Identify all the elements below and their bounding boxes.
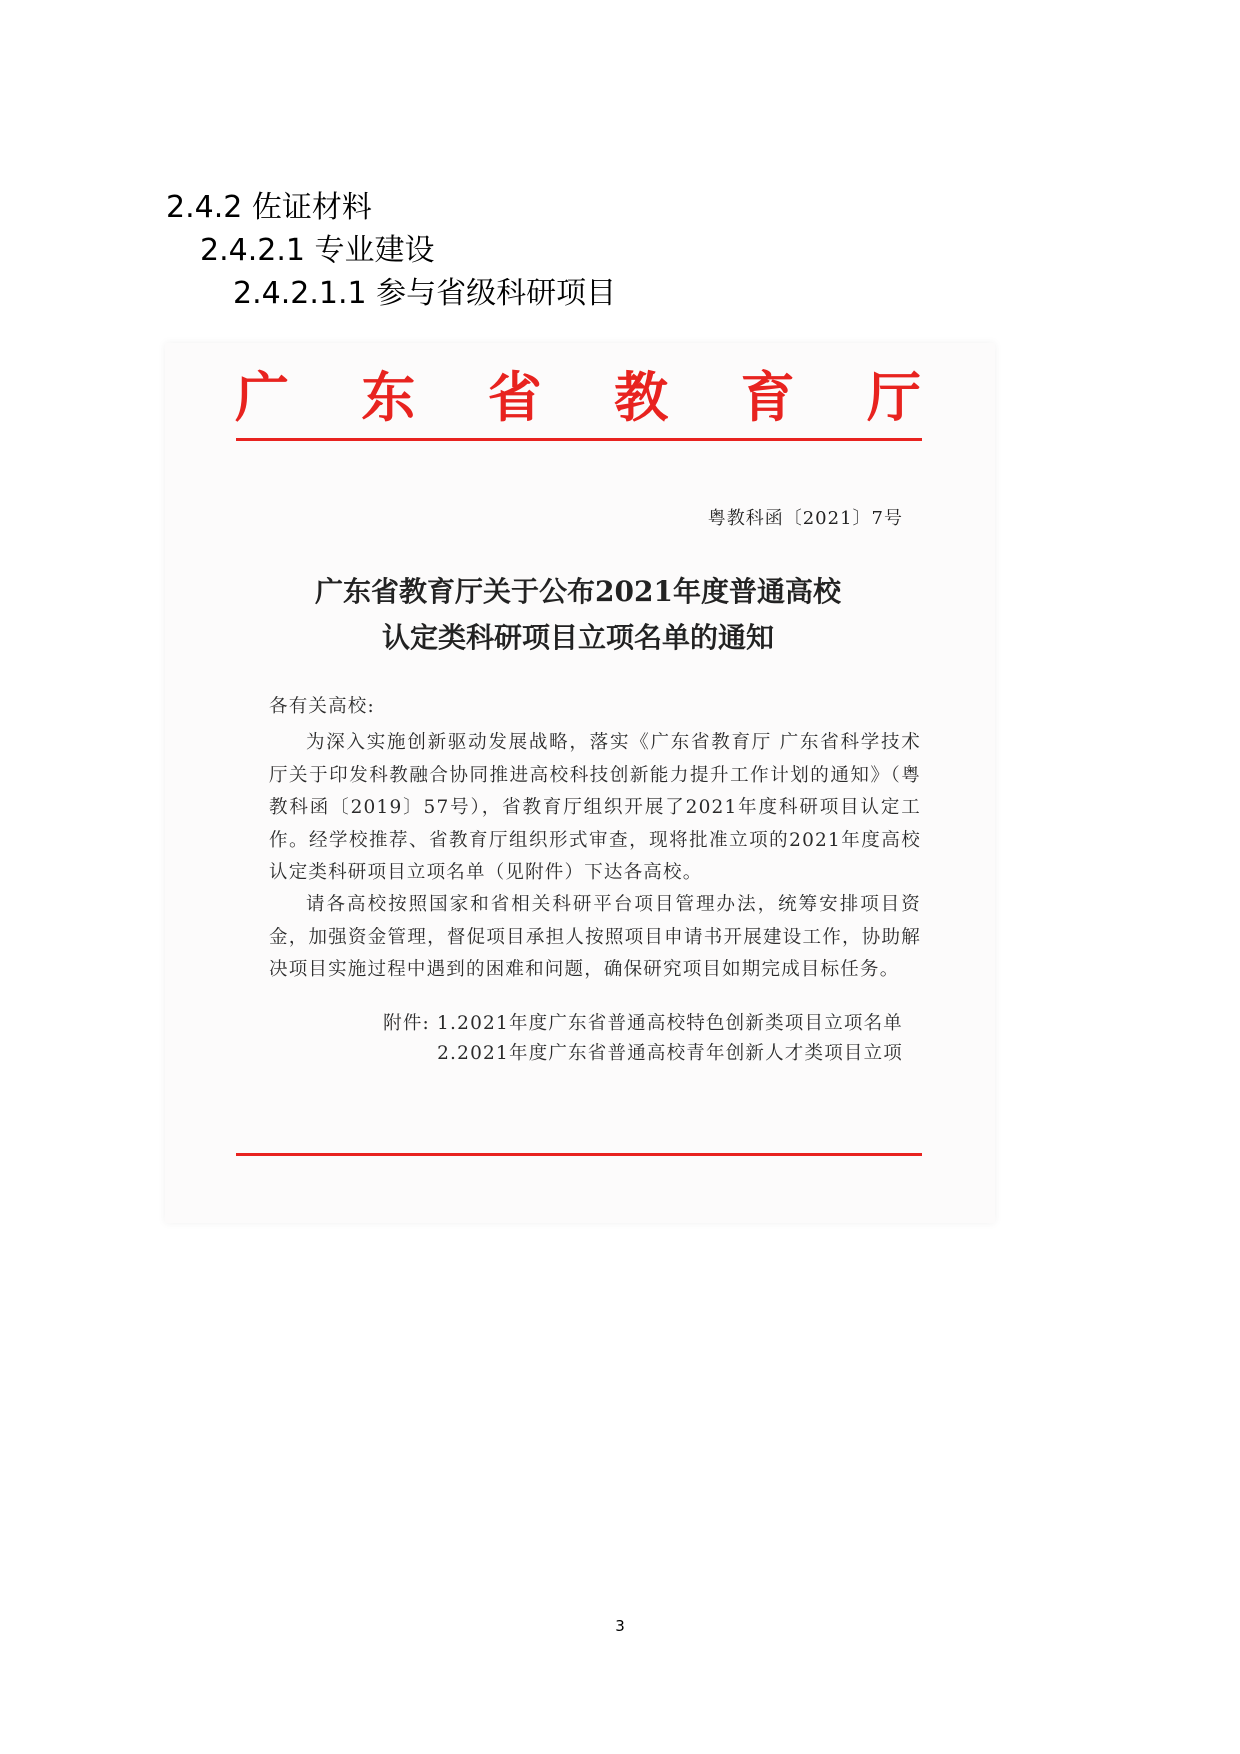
letterhead-char: 厅 bbox=[866, 365, 921, 429]
letterhead-char: 广 bbox=[235, 365, 289, 429]
letterhead-red-rule bbox=[236, 438, 922, 441]
attachment-line-2: 2.2021年度广东省普通高校青年创新人才类项目立项 bbox=[437, 1043, 903, 1064]
section-heading-2-4-2-1-1: 2.4.2.1.1 参与省级科研项目 bbox=[233, 276, 617, 311]
page-number: 3 bbox=[615, 1617, 625, 1635]
letterhead-char: 东 bbox=[361, 365, 416, 429]
letterhead-char: 教 bbox=[614, 365, 669, 429]
bottom-red-rule bbox=[236, 1153, 922, 1156]
salutation: 各有关高校: bbox=[269, 696, 375, 717]
letterhead-char: 育 bbox=[740, 365, 795, 429]
section-heading-2-4-2: 2.4.2 佐证材料 bbox=[166, 190, 372, 225]
scanned-document-image bbox=[165, 343, 995, 1223]
body-paragraph-1: 为深入实施创新驱动发展战略，落实《广东省教育厅 广东省科学技术厅关于印发科教融合协同推进高校科技创新能力提升工作计划的通知》（粤教科函〔2019〕57号），省教育厅组织开展了2021年度科研项目认定工作。经学校推荐、省教育厅组织形式审查，现将批准立项的2021年度高校认定类科研项目立项名单（见附件）下达各高校。 bbox=[269, 732, 921, 883]
body-paragraph-2: 请各高校按照国家和省相关科研平台项目管理办法，统筹安排项目资金，加强资金管理，督促项目承担人按照项目申请书开展建设工作，协助解决项目实施过程中遇到的困难和问题，确保研究项目如期完成目标任务。 bbox=[269, 894, 921, 980]
section-heading-2-4-2-1: 2.4.2.1 专业建设 bbox=[200, 233, 435, 268]
document-number: 粤教科函〔2021〕7号 bbox=[707, 508, 903, 529]
document-title-line-1: 广东省教育厅关于公布2021年度普通高校 bbox=[315, 575, 841, 608]
letterhead-char: 省 bbox=[487, 365, 542, 429]
letterhead bbox=[235, 365, 921, 429]
attachment-line-1: 附件: 1.2021年度广东省普通高校特色创新类项目立项名单 bbox=[383, 1013, 903, 1034]
document-title-line-2: 认定类科研项目立项名单的通知 bbox=[381, 621, 774, 654]
